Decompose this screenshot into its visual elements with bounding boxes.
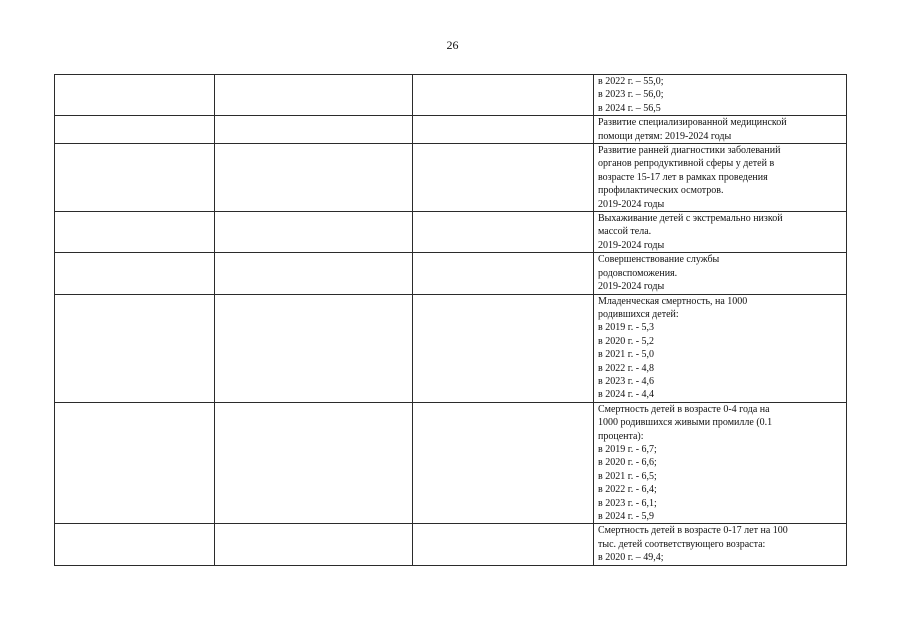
indicator-line: Младенческая смертность, на 1000 (598, 295, 748, 307)
indicator-line: в 2019 г. - 5,3 (598, 322, 655, 334)
indicator-line: в 2024 г. – 56,5 (598, 102, 661, 114)
empty-cell (55, 253, 215, 294)
indicator-line: Выхаживание детей с экстремально низкой (598, 213, 783, 225)
empty-cell (215, 524, 413, 565)
indicator-line: профилактических осмотров. (598, 185, 724, 197)
empty-cell (55, 144, 215, 212)
indicator-line: в 2022 г. - 6,4; (598, 484, 657, 496)
indicator-line: Смертность детей в возрасте 0-4 года на (598, 403, 770, 415)
empty-cell (55, 402, 215, 524)
empty-cell (215, 402, 413, 524)
empty-cell (215, 294, 413, 402)
indicator-line: в 2020 г. – 49,4; (598, 552, 664, 564)
indicator-line: в 2021 г. - 5,0 (598, 349, 655, 361)
empty-cell (55, 294, 215, 402)
table-row (55, 294, 847, 402)
table-row (55, 75, 847, 116)
empty-cell (413, 212, 594, 253)
indicator-line: в 2020 г. - 5,2 (598, 335, 655, 347)
empty-cell (215, 144, 413, 212)
empty-cell (55, 524, 215, 565)
indicator-line: помощи детям: 2019-2024 годы (598, 130, 732, 142)
indicator-line: в 2024 г. - 5,9 (598, 511, 655, 522)
indicator-cell (594, 524, 847, 565)
indicator-line: 1000 родившихся живыми промилле (0.1 (598, 417, 773, 429)
empty-cell (413, 253, 594, 294)
page-number: 26 (446, 38, 459, 52)
empty-cell (215, 253, 413, 294)
indicator-line: в 2023 г. – 56,0; (598, 89, 664, 101)
indicator-cell (594, 294, 847, 402)
indicator-line: 2019-2024 годы (598, 281, 665, 293)
indicator-line: в 2023 г. - 6,1; (598, 497, 657, 509)
indicators-table (54, 74, 847, 566)
indicator-line: 2019-2024 годы (598, 198, 665, 210)
indicator-cell (594, 144, 847, 212)
indicator-cell (594, 116, 847, 144)
indicator-line: процента): (598, 430, 644, 442)
table-row (55, 402, 847, 524)
indicator-line: родившихся детей: (598, 308, 679, 320)
empty-cell (55, 75, 215, 116)
indicator-line: в 2022 г. – 55,0; (598, 76, 664, 87)
table-row (55, 212, 847, 253)
indicator-line: тыс. детей соответствующего возраста: (598, 538, 766, 550)
table-body (55, 75, 847, 566)
indicator-line: Смертность детей в возрасте 0-17 лет на 100 (598, 525, 788, 537)
indicator-line: в 2022 г. - 4,8 (598, 362, 655, 374)
indicator-line: Совершенствование службы (598, 254, 720, 266)
empty-cell (413, 402, 594, 524)
empty-cell (55, 116, 215, 144)
table-row (55, 144, 847, 212)
indicator-line: родовспоможения. (598, 267, 678, 279)
table-row (55, 116, 847, 144)
indicator-line: в 2020 г. - 6,6; (598, 457, 657, 469)
indicator-cell (594, 212, 847, 253)
empty-cell (413, 144, 594, 212)
indicator-line: Развитие ранней диагностики заболеваний (598, 145, 781, 157)
empty-cell (215, 212, 413, 253)
table-row (55, 253, 847, 294)
indicator-line: 2019-2024 годы (598, 239, 665, 251)
empty-cell (413, 75, 594, 116)
indicator-line: в 2021 г. - 6,5; (598, 470, 657, 482)
empty-cell (55, 212, 215, 253)
empty-cell (413, 116, 594, 144)
indicator-line: в 2024 г. - 4,4 (598, 389, 655, 401)
empty-cell (215, 75, 413, 116)
indicator-cell (594, 253, 847, 294)
indicator-line: органов репродуктивной сферы у детей в (598, 158, 775, 170)
empty-cell (413, 294, 594, 402)
indicator-line: в 2023 г. - 4,6 (598, 375, 655, 387)
indicator-cell (594, 402, 847, 524)
indicator-line: возрасте 15-17 лет в рамках проведения (598, 171, 768, 183)
indicator-line: массой тела. (598, 226, 652, 238)
table-row (55, 524, 847, 565)
indicator-line: в 2019 г. - 6,7; (598, 443, 657, 455)
empty-cell (215, 116, 413, 144)
indicator-line: Развитие специализированной медицинской (598, 117, 787, 129)
empty-cell (413, 524, 594, 565)
indicator-cell (594, 75, 847, 116)
